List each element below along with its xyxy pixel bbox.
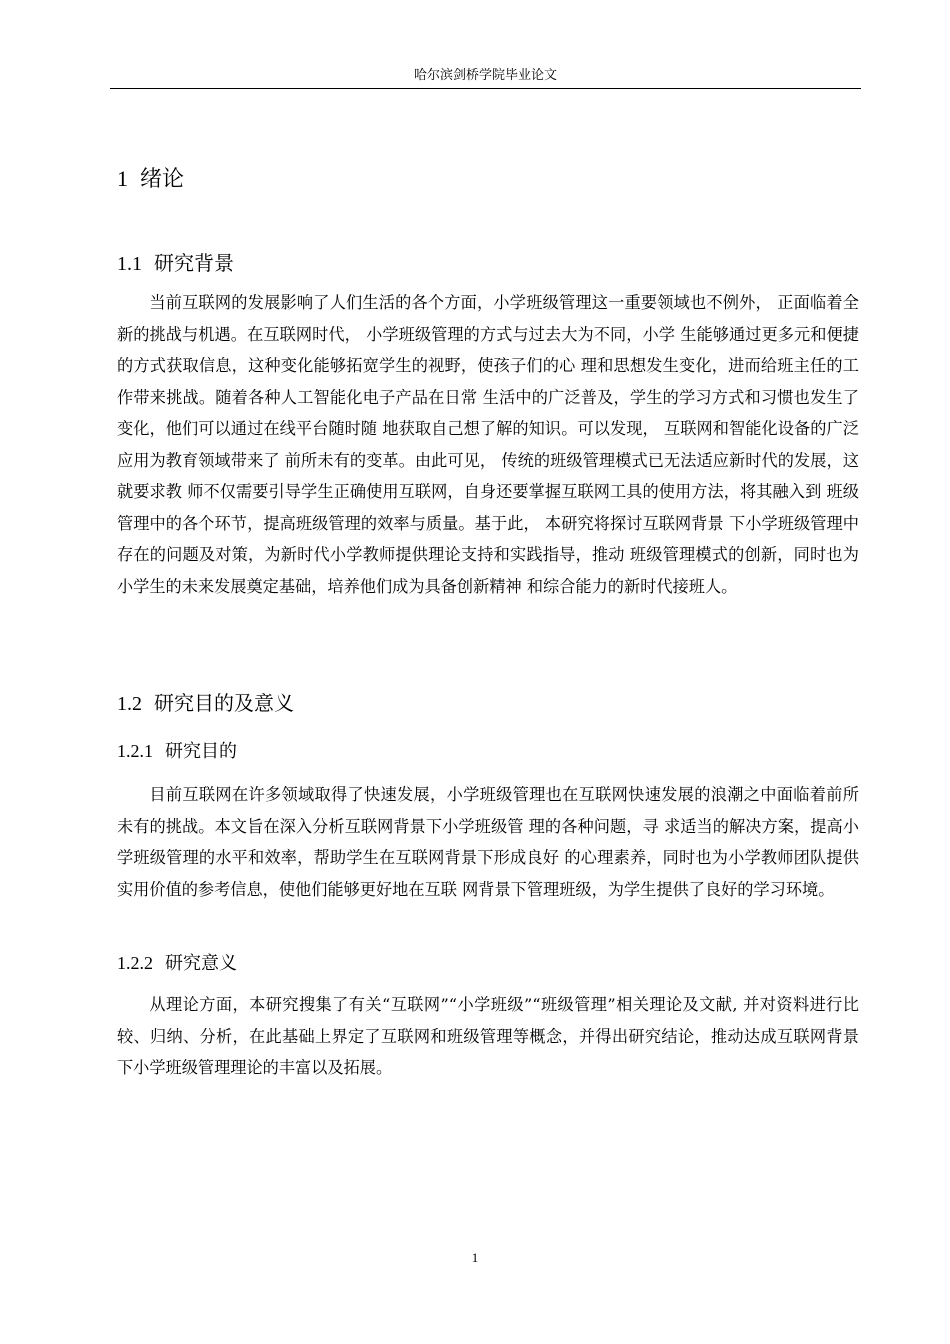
section-number: 1.1 [117,253,142,275]
chapter-number: 1 [117,166,128,191]
header-rule [110,88,861,89]
section-title: 研究背景 [154,251,234,275]
chapter-heading [117,165,184,194]
subsection-title: 研究意义 [165,953,237,974]
paragraph-research-background: 当前互联网的发展影响了人们生活的各个方面，小学班级管理这一重要领域也不例外， 正面临着全新的挑战与机遇。在互联网时代， 小学班级管理的方式与过去大为不同，小学 生能够通过更多元和便捷的方式获取信息，这种变化能够拓宽学生的视野，使孩子们的心 理和思想发生变化，进而给班主任的工作带来挑战。随着各种人工智能化电子产品在日常 生活中的广泛普及，学生的学习方式和习惯也发生了变化，他们可以通过在线平台随时随 地获取自己想了解的知识。可以发现， 互联网和智能化设备的广泛应用为教育领域带来了 前所未有的变革。由此可见， 传统的班级管理模式已无法适应新时代的发展，这就要求教 师不仅需要引导学生正确使用互联网，自身还要掌握互联网工具的使用方法，将其融入到 班级管理中的各个环节，提高班级管理的效率与质量。基于此， 本研究将探讨互联网背景 下小学班级管理中存在的问题及对策，为新时代小学教师提供理论支持和实践指导，推动 班级管理模式的创新，同时也为小学生的未来发展奠定基础，培养他们成为具备创新精神 和综合能力的新时代接班人。 [117,293,859,596]
chapter-title: 绪论 [140,167,185,192]
page-number: 1 [471,1250,479,1265]
page-header: 哈尔滨剑桥学院毕业论文 [413,68,557,83]
subsection-heading-1-2-2 [117,951,237,976]
section-number: 1.2 [117,693,142,715]
subsection-title: 研究目的 [165,741,237,762]
subsection-heading-1-2-1 [117,739,237,764]
subsection-number: 1.2.2 [117,953,153,973]
paragraph-research-significance: 从理论方面，本研究搜集了有关“互联网”“小学班级”“班级管理”相关理论及文献, 并对资料进行比较、归纳、分析，在此基础上界定了互联网和班级管理等概念，并得出研究结论，推动达成互联网背景下小学班级管理理论的丰富以及拓展。 [117,995,859,1077]
section-heading-1-1 [117,250,234,277]
subsection-number: 1.2.1 [117,741,153,761]
paragraph-research-purpose: 目前互联网在许多领域取得了快速发展，小学班级管理也在互联网快速发展的浪潮之中面临着前所未有的挑战。本文旨在深入分析互联网背景下小学班级管 理的各种问题，寻 求适当的解决方案，提高小学班级管理的水平和效率，帮助学生在互联网背景下形成良好 的心理素养，同时也为小学教师团队提供实用价值的参考信息，使他们能够更好地在互联 网背景下管理班级，为学生提供了良好的学习环境。 [117,785,859,899]
section-title: 研究目的及意义 [154,691,294,715]
section-heading-1-2 [117,690,294,717]
